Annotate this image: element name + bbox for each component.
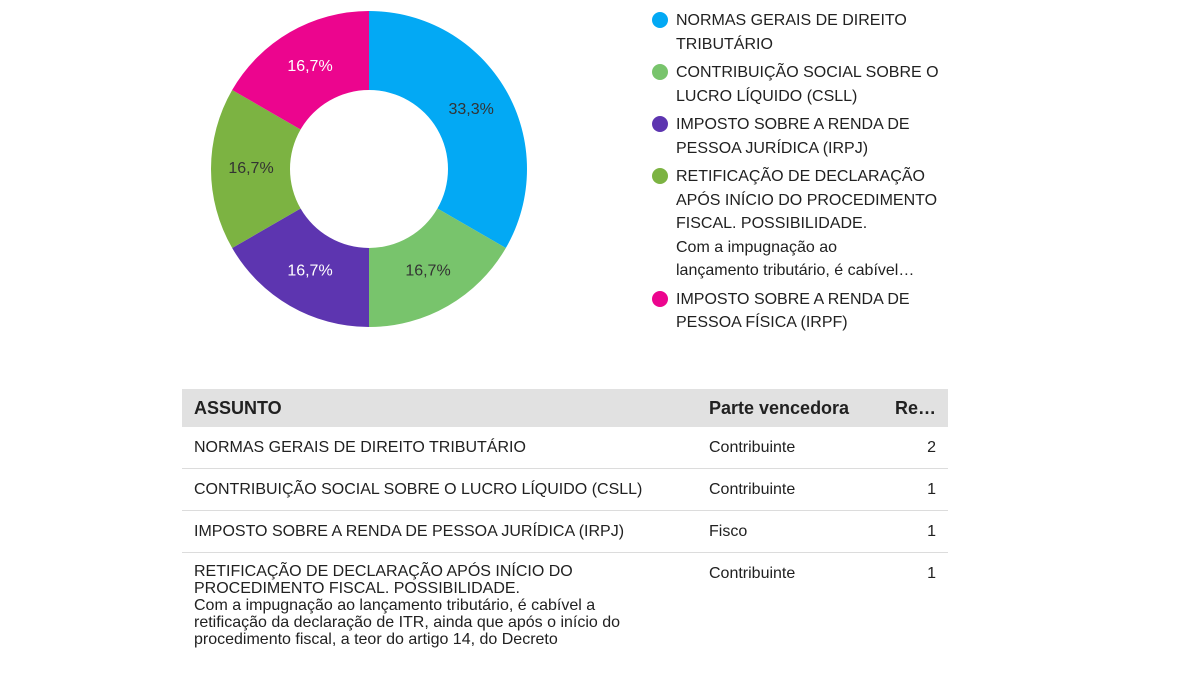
cell-winner: Contribuinte: [697, 469, 879, 511]
slice-percent-label: 16,7%: [405, 262, 451, 280]
slice-percent-label: 33,3%: [448, 101, 494, 119]
legend-swatch: [652, 291, 668, 307]
slice-percent-label: 16,7%: [228, 160, 274, 178]
cell-count: 1: [879, 553, 948, 659]
cell-winner: Contribuinte: [697, 553, 879, 659]
cell-subject: IMPOSTO SOBRE A RENDA DE PESSOA JURÍDICA (IRPJ): [182, 511, 697, 553]
legend-label: IMPOSTO SOBRE A RENDA DE PESSOA FÍSICA (IRPF): [676, 290, 910, 331]
legend-swatch: [652, 12, 668, 28]
donut-chart: [200, 0, 540, 340]
donut-slice-1[interactable]: [369, 11, 527, 248]
legend-label: CONTRIBUIÇÃO SOCIAL SOBRE O LUCRO LÍQUIDO (CSLL): [676, 64, 939, 105]
cell-subject: NORMAS GERAIS DE DIREITO TRIBUTÁRIO: [182, 427, 697, 469]
cell-winner: Contribuinte: [697, 427, 879, 469]
table-clip-mask: [0, 651, 1200, 675]
column-header-count[interactable]: Re…: [879, 389, 948, 427]
slice-percent-label: 16,7%: [287, 262, 333, 280]
legend-item-csll[interactable]: [652, 61, 952, 108]
cell-count: 2: [879, 427, 948, 469]
slice-percent-label: 16,7%: [287, 58, 333, 76]
column-header-subject[interactable]: ASSUNTO: [182, 389, 697, 427]
cell-subject: RETIFICAÇÃO DE DECLARAÇÃO APÓS INÍCIO DO PROCEDIMENTO FISCAL. POSSIBILIDADE. Com a impugnação ao lançamento tributário, é cabível a retificação da declaração de ITR, ainda que após o início do procedimento fiscal, a teor do artigo 14, do Decreto: [182, 553, 697, 659]
legend-label: NORMAS GERAIS DE DIREITO TRIBUTÁRIO: [676, 12, 907, 53]
legend-swatch: [652, 64, 668, 80]
legend-item-irpf[interactable]: [652, 288, 952, 335]
cell-count: 1: [879, 469, 948, 511]
table-row: [182, 427, 948, 469]
chart-legend: [652, 9, 952, 340]
cell-subject: CONTRIBUIÇÃO SOCIAL SOBRE O LUCRO LÍQUIDO (CSLL): [182, 469, 697, 511]
legend-swatch: [652, 116, 668, 132]
cell-winner: Fisco: [697, 511, 879, 553]
table-header-row: [182, 389, 948, 427]
legend-item-retificacao[interactable]: [652, 165, 952, 283]
legend-item-irpj[interactable]: [652, 113, 952, 160]
column-header-winner[interactable]: Parte vencedora: [697, 389, 879, 427]
legend-label: RETIFICAÇÃO DE DECLARAÇÃO APÓS INÍCIO DO PROCEDIMENTO FISCAL. POSSIBILIDADE. Com a impugnação ao lançamento tributário, é cabível…: [676, 168, 938, 279]
legend-label: IMPOSTO SOBRE A RENDA DE PESSOA JURÍDICA (IRPJ): [676, 116, 910, 157]
table-row: [182, 469, 948, 511]
table-row: [182, 511, 948, 553]
legend-item-normas-gerais[interactable]: [652, 9, 952, 56]
cell-count: 1: [879, 511, 948, 553]
data-table: [182, 389, 948, 659]
table-row: [182, 553, 948, 659]
legend-swatch: [652, 168, 668, 184]
